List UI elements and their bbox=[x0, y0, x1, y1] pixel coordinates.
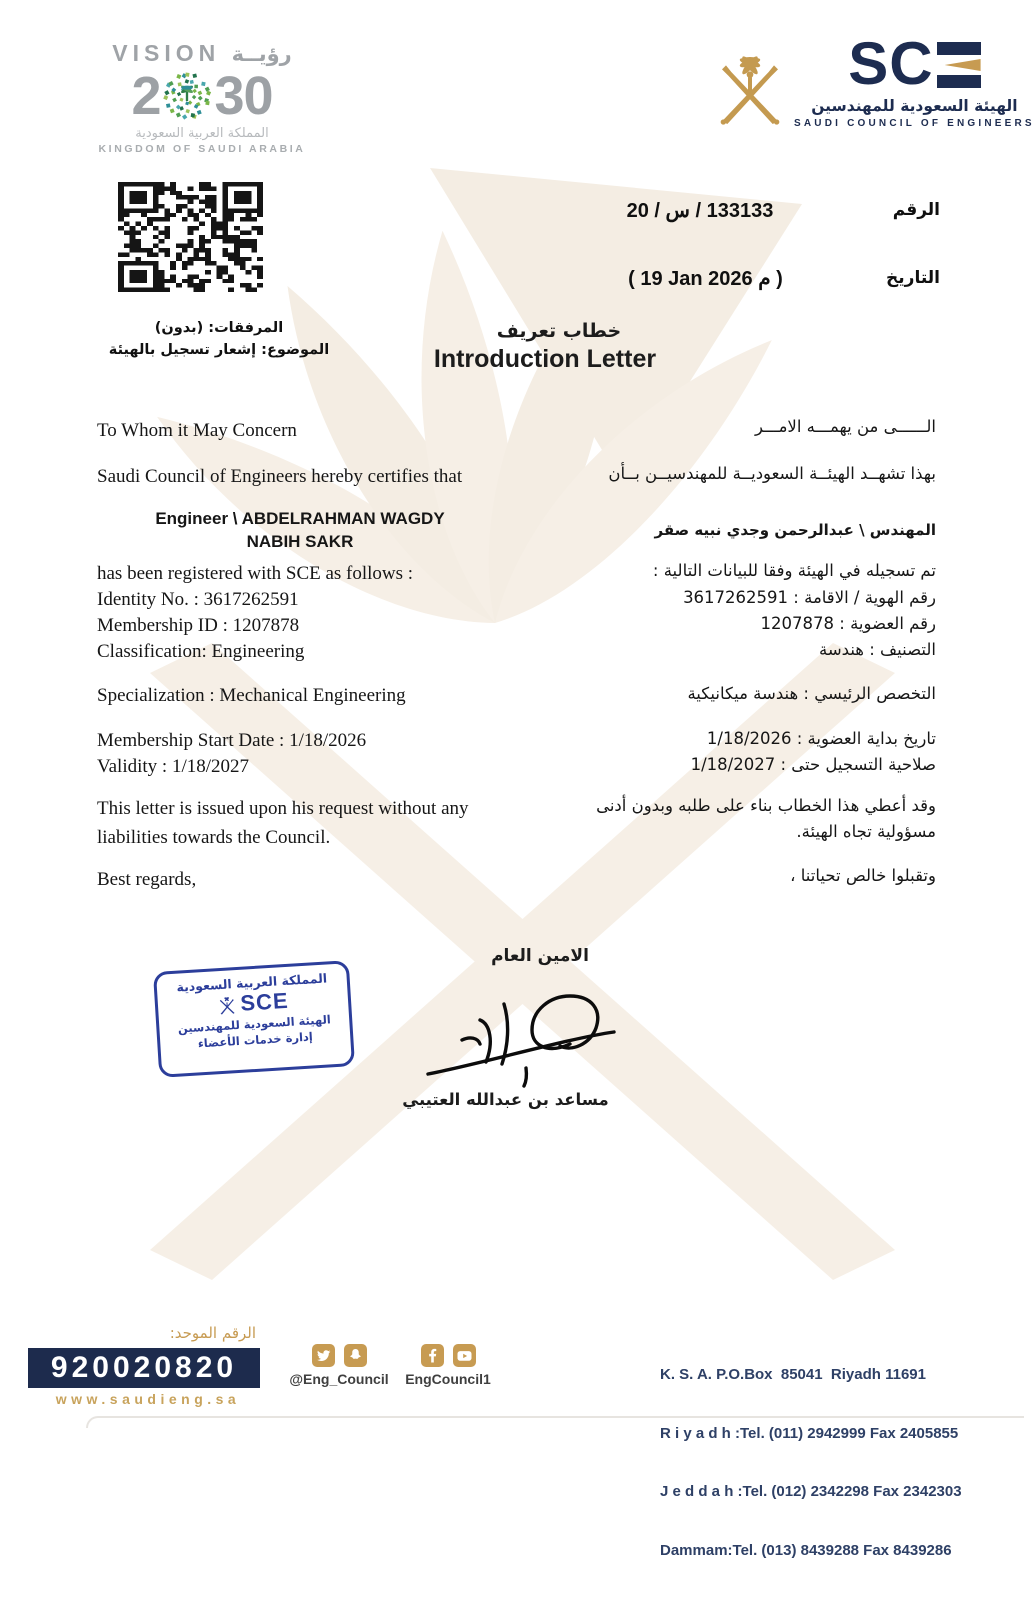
stamp-kingdom-line: المملكة العربية السعودية bbox=[176, 970, 328, 995]
social-group-1 bbox=[283, 1344, 395, 1387]
facebook-youtube-handle: EngCouncil1 bbox=[405, 1371, 491, 1387]
stamp-department-line: إدارة خدمات الأعضاء bbox=[197, 1029, 314, 1051]
registered-en: has been registered with SCE as follows : bbox=[97, 563, 414, 584]
letter-title-ar: خطاب تعريف bbox=[496, 320, 622, 342]
specialization-en: Specialization : Mechanical Engineering bbox=[97, 685, 406, 706]
vision-word-en: VISION bbox=[112, 40, 221, 66]
official-stamp bbox=[153, 960, 355, 1078]
jeddah-line: J e d d a h :Tel. (012) 2342298 Fax 2342303 bbox=[660, 1483, 962, 1500]
signatory-title: الامين العام bbox=[491, 946, 589, 966]
letter-title bbox=[385, 320, 705, 374]
issued-ar: وقد أعطي هذا الخطاب بناء على طلبه وبدون أدنى مسؤولية تجاه الهيئة. bbox=[596, 796, 936, 841]
membership-ar: رقم العضوية : 1207878 bbox=[760, 614, 936, 633]
sce-letters-sc: SC bbox=[848, 30, 934, 97]
stamp-acronym: SCE bbox=[239, 987, 290, 1016]
vision-2030-logo bbox=[80, 40, 324, 155]
signatory-name: مساعد بن عبدالله العتيبي bbox=[402, 1090, 609, 1109]
sce-acronym bbox=[794, 30, 1035, 97]
letter-title-en: Introduction Letter bbox=[433, 345, 657, 373]
unified-number-bar bbox=[28, 1348, 260, 1388]
identity-en: Identity No. : 3617262591 bbox=[97, 589, 299, 610]
sce-name-ar: الهيئة السعودية للمهندسين bbox=[811, 97, 1018, 115]
vision-year bbox=[80, 66, 324, 126]
sce-logo bbox=[710, 30, 1035, 138]
classification-ar: التصنيف : هندسة bbox=[819, 640, 936, 659]
certifies-ar: بهذا تشهــد الهيئــة السعوديــة للمهندسيــن بــأن bbox=[608, 464, 936, 483]
signature-scribble bbox=[420, 980, 620, 1092]
stamp-palm-swords-icon bbox=[217, 993, 238, 1016]
validity-en: Validity : 1/18/2027 bbox=[97, 756, 249, 777]
snapchat-icon bbox=[344, 1344, 367, 1367]
sce-name-en: SAUDI COUNCIL OF ENGINEERS bbox=[794, 118, 1035, 129]
attachments-line: المرفقات: (بدون) bbox=[154, 320, 284, 336]
qr-code bbox=[118, 182, 263, 292]
youtube-icon bbox=[453, 1344, 476, 1367]
date-value: ( 19 Jan 2026 م ) bbox=[628, 268, 783, 290]
regards-en: Best regards, bbox=[97, 869, 197, 890]
ref-number-label: الرقم bbox=[892, 200, 940, 220]
vision-year-30: 30 bbox=[214, 66, 273, 126]
unified-number-label: الرقم الموحد: bbox=[169, 1324, 256, 1342]
sce-stylized-e bbox=[937, 42, 981, 89]
vision-wordmark bbox=[80, 40, 324, 67]
identity-ar: رقم الهوية / الاقامة : 3617262591 bbox=[683, 588, 936, 607]
attachments-subject-block bbox=[88, 318, 350, 362]
certifies-en: Saudi Council of Engineers hereby certifies that bbox=[97, 466, 463, 487]
address-line: K. S. A. P.O.Box 85041 Riyadh 11691 bbox=[660, 1366, 926, 1383]
page-bottom-edge bbox=[86, 1416, 1024, 1428]
membership-en: Membership ID : 1207878 bbox=[97, 615, 300, 636]
classification-en: Classification: Engineering bbox=[97, 641, 305, 662]
riyadh-line: R i y a d h :Tel. (011) 2942999 Fax 2405855 bbox=[660, 1424, 959, 1442]
unified-number-value: 920020820 bbox=[50, 1351, 238, 1384]
engineer-name-en: Engineer \ ABDELRAHMAN WAGDY NABIH SAKR bbox=[155, 509, 445, 551]
specialization-ar: التخصص الرئيسي : هندسة ميكانيكية bbox=[687, 684, 936, 703]
subject-line: الموضوع: إشعار تسجيل بالهيئة bbox=[108, 341, 330, 358]
start-date-ar: تاريخ بداية العضوية : 1/18/2026 bbox=[706, 729, 936, 748]
regards-ar: وتقبلوا خالص تحياتنا ، bbox=[790, 866, 936, 885]
validity-ar: صلاحية التسجيل حتى : 1/18/2027 bbox=[690, 755, 936, 774]
stamp-council-line: الهيئة السعودية للمهندسين bbox=[177, 1012, 332, 1036]
engineer-name-ar: المهندس \ عبدالرحمن وجدي نبيه صقر bbox=[654, 521, 936, 539]
vision-year-2: 2 bbox=[131, 66, 161, 126]
facebook-icon bbox=[421, 1344, 444, 1367]
website-url: www.saudieng.sa bbox=[55, 1391, 241, 1407]
registered-ar: تم تسجيله في الهيئة وفقا للبيانات التالية : bbox=[652, 561, 936, 580]
issued-en: This letter is issued upon his request without any liabilities towards the Council. bbox=[97, 798, 469, 848]
vision-kingdom-ar: المملكة العربية السعودية bbox=[135, 126, 269, 141]
vision-kingdom-en: KINGDOM OF SAUDI ARABIA bbox=[98, 143, 306, 155]
dammam-line: Dammam:Tel. (013) 8439288 Fax 8439286 bbox=[660, 1541, 952, 1559]
social-group-2 bbox=[398, 1344, 498, 1387]
vision-palm-emblem bbox=[162, 71, 212, 121]
start-date-en: Membership Start Date : 1/18/2026 bbox=[97, 730, 367, 751]
palm-swords-icon bbox=[710, 34, 790, 138]
date-label: التاريخ bbox=[886, 268, 940, 288]
sce-wordmark-block bbox=[794, 30, 1035, 138]
salutation-en: To Whom it May Concern bbox=[97, 420, 297, 441]
vision-word-ar: رؤيــة bbox=[231, 42, 292, 66]
ref-number-value: 133133 / س / 20 bbox=[626, 200, 774, 222]
salutation-ar: الــــــى من يهمـــه الامـــر bbox=[754, 417, 936, 436]
twitter-snapchat-handle: @Eng_Council bbox=[289, 1371, 389, 1387]
contact-block bbox=[660, 1326, 992, 1599]
twitter-icon bbox=[312, 1344, 335, 1367]
